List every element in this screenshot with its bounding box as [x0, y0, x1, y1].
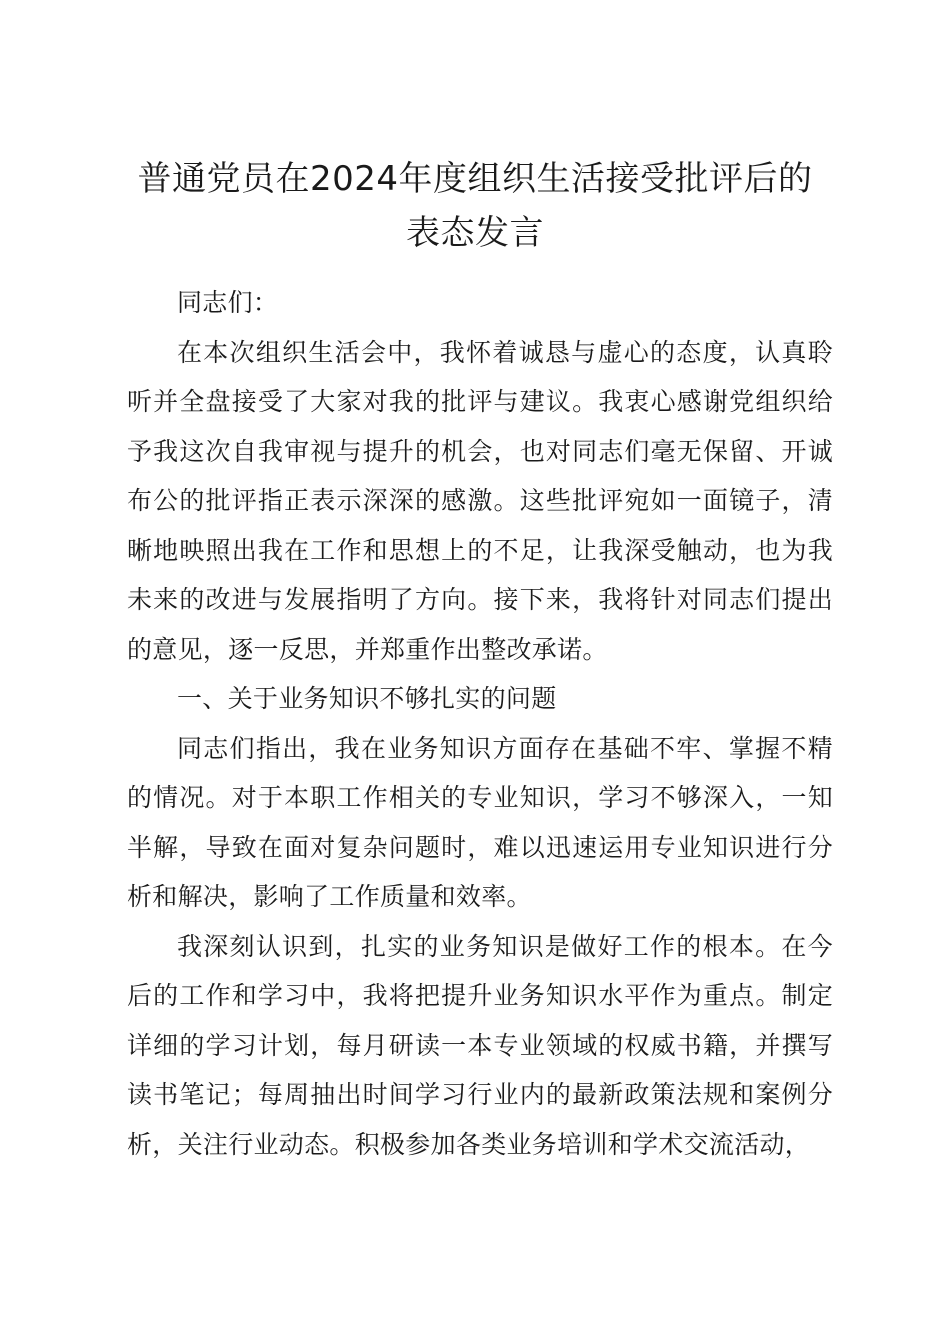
salutation: 同志们：: [177, 288, 279, 317]
section-heading-1: 一、关于业务知识不够扎实的问题: [177, 684, 557, 713]
paragraph-intro: 在本次组织生活会中，我怀着诚恳与虚心的态度，认真聆听并全盘接受了大家对我的批评与建议。我衷心感谢党组织给予我这次自我审视与提升的机会，也对同志们毫无保留、开诚布公的批评指正表示深深的感激。这些批评宛如一面镜子，清晰地映照出我在工作和思想上的不足，让我深受触动，也为我未来的改进与发展指明了方向。接下来，我将针对同志们提出的意见，逐一反思，并郑重作出整改承诺。: [127, 337, 833, 664]
paragraph-issue: 同志们指出，我在业务知识方面存在基础不牢、掌握不精的情况。对于本职工作相关的专业知识，学习不够深入，一知半解，导致在面对复杂问题时，难以迅速运用专业知识进行分析和解决，影响了工作质量和效率。: [127, 733, 833, 911]
paragraph-commitment: 我深刻认识到，扎实的业务知识是做好工作的根本。在今后的工作和学习中，我将把提升业务知识水平作为重点。制定详细的学习计划，每月研读一本专业领域的权威书籍，并撰写读书笔记；每周抽出时间学习行业内的最新政策法规和案例分析，关注行业动态。积极参加各类业务培训和学术交流活动，: [127, 931, 833, 1159]
document-title: [100, 152, 850, 260]
document-body: [127, 278, 833, 1169]
title-line-1: 普通党员在2024年度组织生活接受批评后的: [137, 159, 813, 199]
title-line-2: 表态发言: [406, 213, 544, 253]
